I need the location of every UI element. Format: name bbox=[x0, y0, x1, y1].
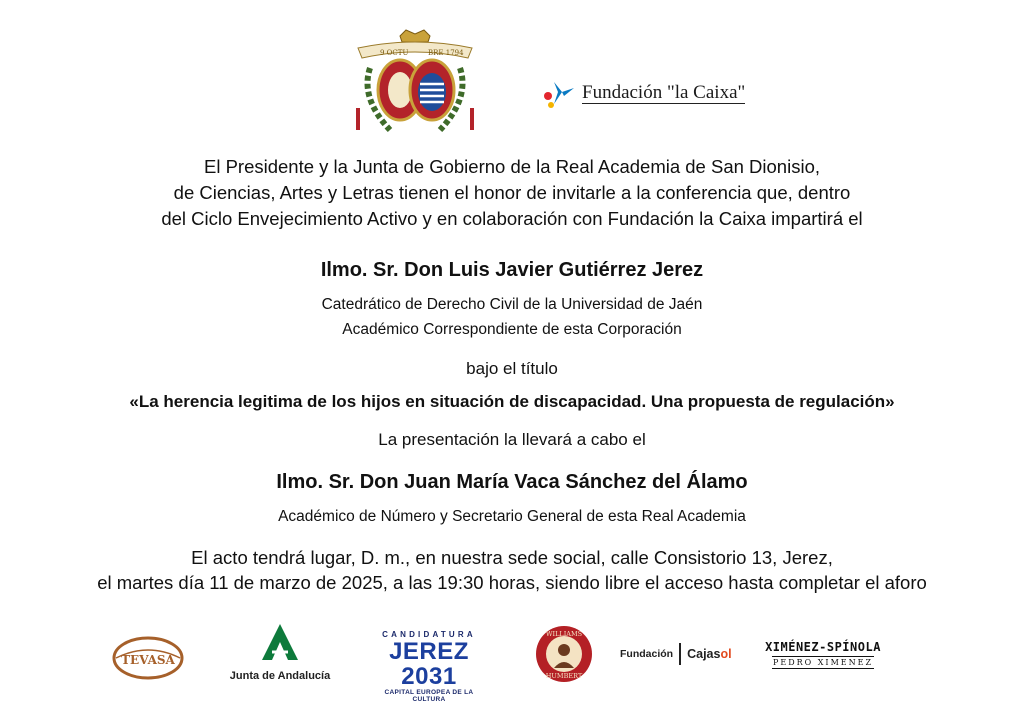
presenter-role: Académico de Número y Secretario General de esta Real Academia bbox=[278, 508, 746, 525]
junta-label: Junta de Andalucía bbox=[229, 670, 331, 682]
caixa-star-icon bbox=[540, 78, 580, 108]
event-line-1: El acto tendrá lugar, D. m., en nuestra sede social, calle Consistorio 13, Jerez, bbox=[191, 547, 833, 568]
jerez-candidatura: CANDIDATURA bbox=[382, 630, 476, 639]
cajasol-divider bbox=[679, 643, 681, 665]
humbert-top: WILLIAMS bbox=[545, 630, 583, 638]
humbert-bottom: HUMBERT bbox=[545, 672, 583, 680]
jerez-2031: JEREZ 2031 bbox=[389, 638, 469, 690]
intro-line-1: El Presidente y la Junta de Gobierno de la Real Academia de San Dionisio, bbox=[203, 156, 820, 177]
speaker-name: Ilmo. Sr. Don Luis Javier Gutiérrez Jerez bbox=[320, 259, 704, 281]
junta-andalucia-logo bbox=[228, 622, 332, 682]
cajasol-foundation: Fundación bbox=[620, 648, 674, 660]
crest-motto-right: BRE 1794 bbox=[428, 49, 464, 57]
event-line-2: el martes día 11 de marzo de 2025, a las 19:30 horas, siendo libre el acceso hasta completar el aforo bbox=[97, 572, 927, 593]
jerez-2031-logo bbox=[370, 630, 488, 703]
cajasol-name-a: Cajas bbox=[687, 647, 721, 661]
speaker-role-2: Académico Correspondiente de esta Corporación bbox=[342, 321, 682, 338]
presenter-name: Ilmo. Sr. Don Juan María Vaca Sánchez del Álamo bbox=[276, 471, 748, 493]
cajasol-name-b: ol bbox=[720, 647, 732, 661]
fundacion-la-caixa-logo bbox=[540, 78, 745, 108]
intro-line-3: del Ciclo Envejecimiento Activo y en colaboración con Fundación la Caixa impartirá el bbox=[161, 208, 863, 229]
williams-humbert-logo bbox=[534, 624, 594, 684]
fundacion-cajasol-logo bbox=[620, 642, 732, 666]
tevasa-logo bbox=[112, 636, 184, 680]
ximenez-sub: PEDRO XIMENEZ bbox=[772, 658, 874, 667]
cajasol-name bbox=[687, 647, 731, 661]
ximenez-spinola-logo bbox=[762, 640, 884, 674]
tevasa-label: TEVASA bbox=[121, 653, 175, 667]
ximenez-title: XIMÉNEZ-SPÍNOLA bbox=[765, 640, 881, 654]
caixa-name: Fundación "la Caixa" bbox=[582, 81, 746, 103]
intro-line-2: de Ciencias, Artes y Letras tienen el honor de invitarle a la conferencia que, dentro bbox=[173, 182, 851, 203]
speaker-role-1: Catedrático de Derecho Civil de la Universidad de Jaén bbox=[321, 296, 703, 313]
under-title: bajo el título bbox=[466, 359, 558, 378]
presenter-intro: La presentación la llevará a cabo el bbox=[378, 430, 646, 449]
lecture-title: «La herencia legitima de los hijos en situación de discapacidad. Una propuesta de regulación» bbox=[129, 392, 895, 411]
crest-motto-left: 9 OCTU bbox=[380, 49, 409, 57]
academy-crest bbox=[350, 28, 480, 138]
junta-mark-icon bbox=[258, 622, 302, 664]
jerez-caption: CAPITAL EUROPEA DE LA CULTURA bbox=[384, 689, 474, 703]
